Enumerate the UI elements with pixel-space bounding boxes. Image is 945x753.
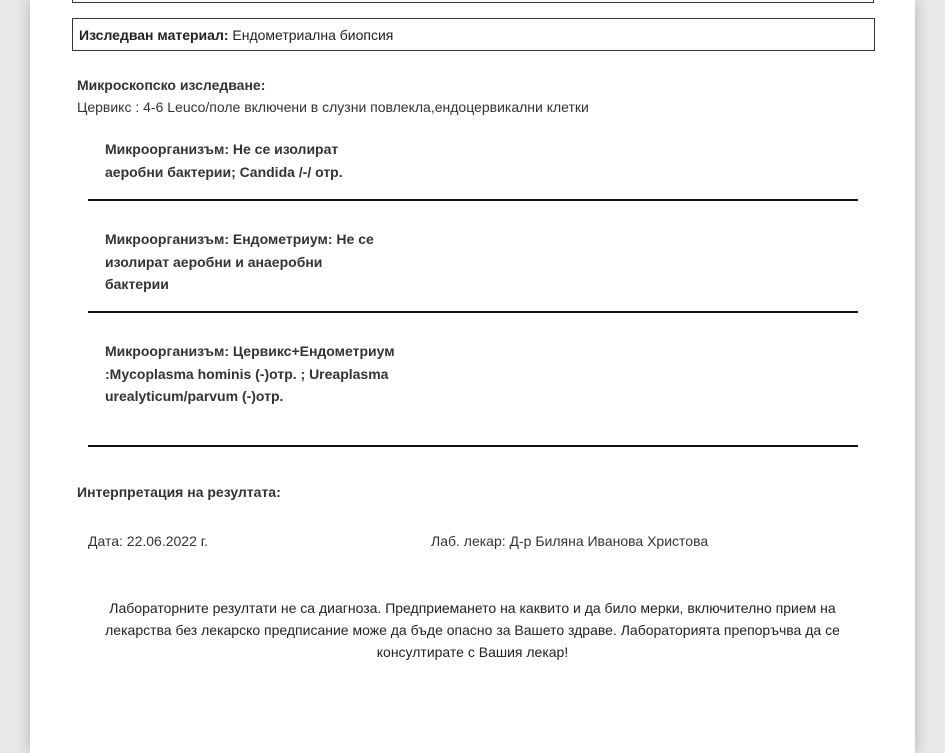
microorganism-result: Микроорганизъм: Ендометриум: Не се изолират аеробни и анаеробни бактерии	[105, 231, 374, 292]
document-page	[30, 0, 915, 753]
disclaimer: Лабораторните резултати не са диагноза. Предприемането на каквито и да било мерки, включително прием на лекарства без лекарско предписание може да бъде опасно за Вашето здраве. Лабораторията препоръчва да се консултирате с Вашия лекар!	[105, 600, 840, 660]
divider	[88, 199, 858, 201]
microscopy-heading: Микроскопско изследване:	[77, 77, 266, 93]
microorganism-result: Микроорганизъм: Не се изолират аеробни бактерии; Candida /-/ отр.	[105, 141, 343, 180]
lab-doctor: Лаб. лекар: Д-р Биляна Иванова Христова	[431, 533, 709, 549]
interpretation-heading: Интерпретация на резултата:	[77, 484, 281, 500]
divider	[88, 445, 858, 447]
report-date: Дата: 22.06.2022 г.	[88, 533, 209, 549]
divider	[88, 311, 858, 313]
material-label: Изследван материал:	[79, 27, 229, 43]
previous-section-box	[72, 0, 874, 3]
material-box	[72, 18, 875, 51]
material-value: Ендометриална биопсия	[232, 27, 394, 43]
microscopy-text: Цервикс : 4-6 Leuco/поле включени в слузни повлекла,ендоцервикални клетки	[77, 99, 589, 115]
microorganism-result: Микроорганизъм: Цервикс+Ендометриум :Mycoplasma hominis (-)отр. ; Ureaplasma urealyticum/parvum (-)отр.	[105, 343, 395, 404]
